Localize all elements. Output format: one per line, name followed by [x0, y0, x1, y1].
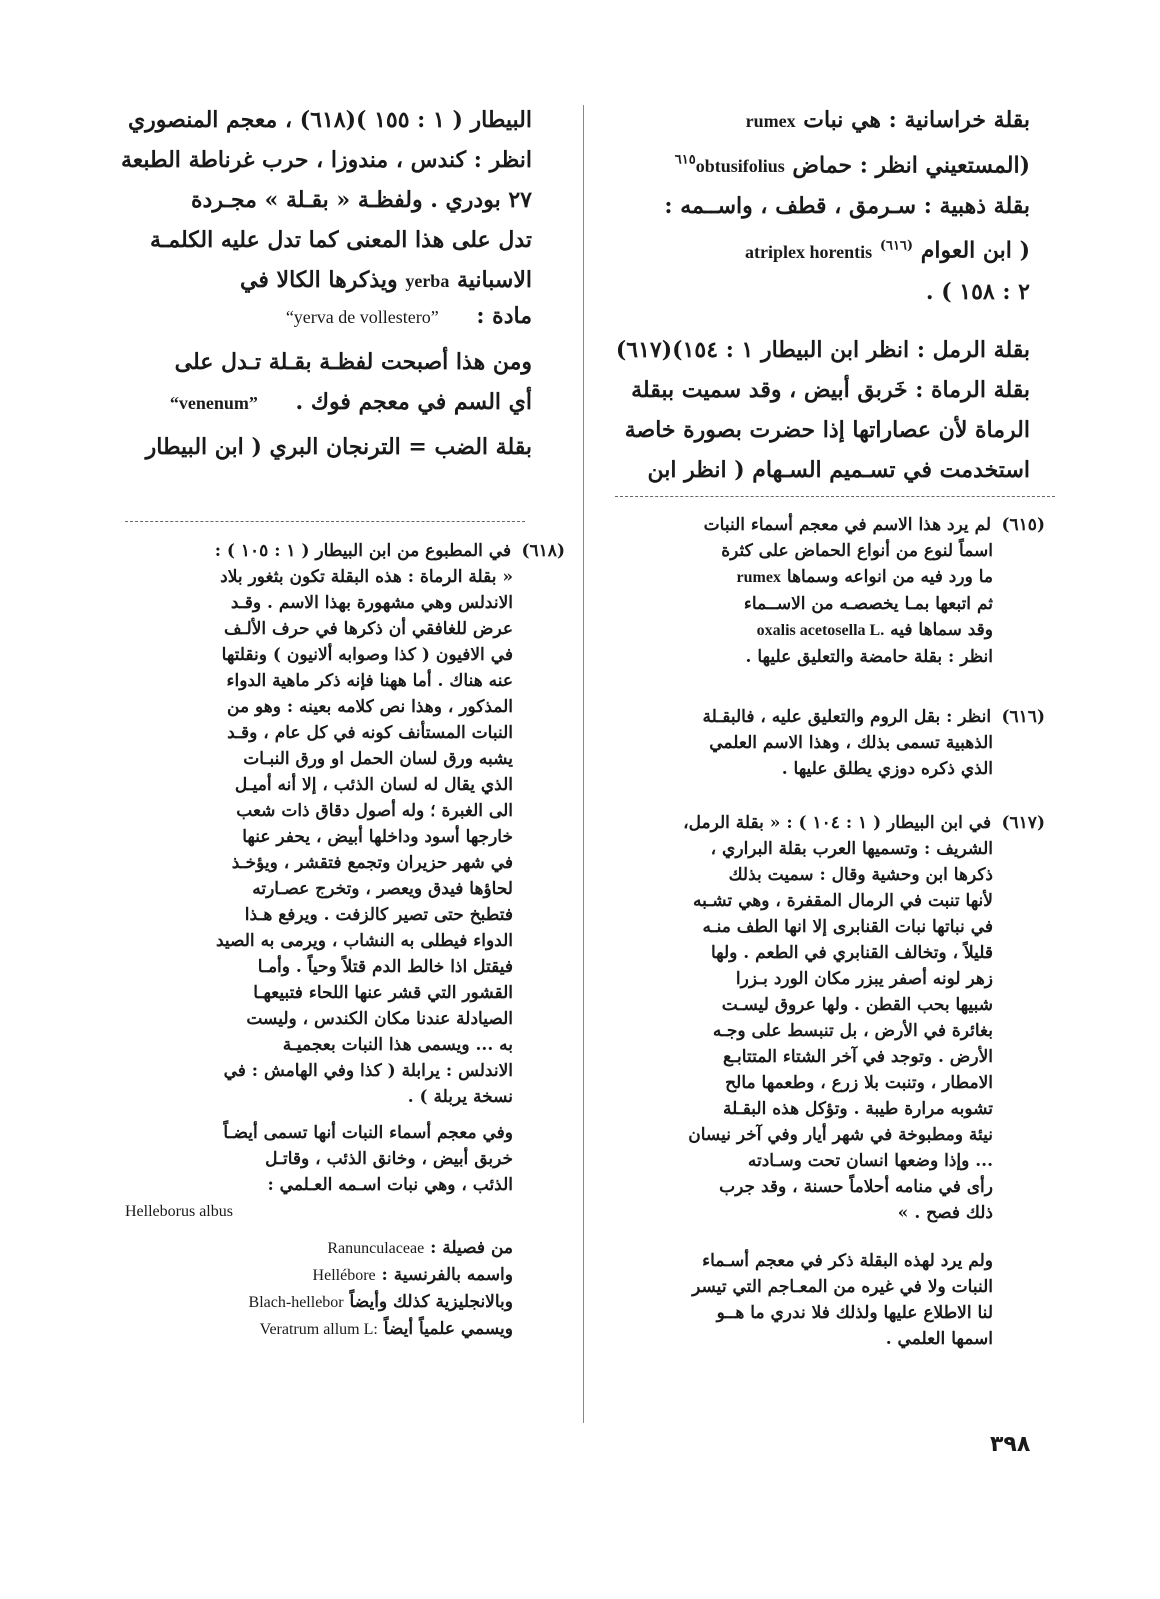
footnote-text: اسمها العلمي . [885, 1329, 993, 1349]
footnote-text: انظر : بقل الروم والتعليق عليه ، فالبقـلة [702, 707, 992, 727]
footnote-text: الذي يقال له لسان الذئب ، إلا أنه أميـل [234, 775, 513, 795]
footnote-text: في نباتها نبات القنابرى إلا انها الطف منـه [702, 917, 993, 937]
footnote-text: الدواء فيطلى به النشاب ، ويرمى به الصيد [215, 931, 513, 951]
footnote-text: ثم اتبعها بمـا يخصصـه من الاســماء [743, 594, 993, 614]
text-segment: ويذكرها الكالا في [240, 267, 398, 293]
footnote-text: الذي ذكره دوزي يطلق عليها . [781, 759, 993, 779]
latin-term: oxalis acetosella L. [756, 622, 885, 639]
footnote-618 [125, 538, 565, 1343]
text-line [615, 141, 1030, 186]
footnote-text: قليلاً ، وتخالف القنابري في الطعم . ولها [710, 943, 993, 963]
footnote-text: الامطار ، وتنبت بلا زرع ، وطعمها مالح [725, 1073, 993, 1093]
footnote-text: في المطبوع من ابن البيطار ( ١ : ١٠٥ ) : [214, 541, 512, 561]
footnote-text: به ... ويسمى هذا النبات بعجميـة [282, 1035, 513, 1055]
latin-term: Veratrum allum L: [259, 1321, 378, 1338]
footnote-text: « بقلة الرماة : هذه البقلة تكون بثغور بلاد [220, 567, 513, 587]
footnote-text: لنا الاطلاع عليها ولذلك فلا ندري ما هــو [716, 1303, 993, 1323]
footnote-text: لم يرد هذا الاسم في معجم أسماء النبات [703, 515, 992, 535]
footnote-text: شبيها بحب القطن . ولها عروق ليسـت [721, 995, 993, 1015]
footnote-text: بغائرة في الأرض ، بل تنبسط على وجـه [712, 1021, 993, 1041]
footnote-divider [125, 521, 525, 522]
text-line: ٢ : ١٥٨ ) . [925, 278, 1030, 305]
footnote-text: خربق أبيض ، وخانق الذئب ، وقاتـل [265, 1149, 513, 1169]
footnote-text: النبات المستأنف كونه في كل عام ، وقـد [227, 723, 513, 743]
footnote-number: (٦١٥) [1001, 515, 1045, 535]
text-line: استخدمت في تسـميم السـهام ( انظر ابن [647, 456, 1030, 483]
footnote-text [125, 1198, 565, 1225]
footnote-text: الى الغبرة ؛ وله أصول دقاق ذات شعب [236, 801, 513, 821]
footnote-text: الصيادلة عندنا مكان الكندس ، وليست [246, 1009, 513, 1029]
footnote-615 [605, 512, 1045, 670]
footnote-text: عنه هناك . أما ههنا فإنه ذكر ماهية الدواء [226, 671, 513, 691]
latin-with-ref [705, 238, 913, 264]
footnote-text: الأرض . وتوجد في آخر الشتاء المتتابـع [723, 1047, 993, 1067]
latin-term: “yerva de vollestero” [285, 307, 439, 327]
footnote-text: فتطبخ حتى تصير كالزفت . ويرفع هـذا [244, 905, 513, 925]
latin-term: rumex [736, 569, 781, 586]
footnote-text: ... وإذا وضعها انسان تحت وسـادته [747, 1151, 993, 1171]
footnote-text [125, 1262, 565, 1289]
footnote-text: خارجها أسود وداخلها أبيض ، يحفر عنها [242, 827, 513, 847]
text-line [615, 226, 1030, 271]
latin-term: Hellébore [312, 1267, 376, 1284]
spacer [125, 1110, 565, 1120]
footnote-text: لحاؤها فيدق ويعصر ، وتخرج عصـارته [252, 879, 513, 899]
footnote-text: وبالانجليزية كذلك وأيضاً [349, 1292, 513, 1312]
footnote-number: (٦١٧) [1001, 813, 1045, 833]
column-rule [583, 105, 584, 1423]
left-column [100, 100, 532, 467]
footnote-text: الذئب ، وهي نبات اسـمه العـلمي : [267, 1175, 513, 1195]
footnote-text [125, 1316, 565, 1343]
footnote-text: ذلك فصح . » [897, 1203, 993, 1223]
latin-term: Ranunculaceae [327, 1240, 425, 1257]
footnote-text: الاندلس : يرابلة ( كذا وفي الهامش : في [223, 1061, 513, 1081]
footnote-number: (٦١٨) [521, 541, 565, 561]
text-line [615, 100, 1030, 141]
right-column [615, 100, 1030, 490]
footnote-text: النبات ولا في غيره من المعـاجم التي تيسر [692, 1277, 993, 1297]
footnote-616 [605, 704, 1045, 782]
spacer [100, 332, 532, 342]
footnote-text: رأى في منامه أحلاماً حسنة ، وقد جرب [719, 1177, 993, 1197]
latin-term: Helleborus albus [125, 1203, 233, 1220]
spacer [125, 1225, 565, 1235]
footnote-text: عرض للغافقي أن ذكرها في حرف الألـف [223, 619, 513, 639]
footnote-ref: (٦١٦) [879, 238, 914, 254]
text-line [100, 301, 532, 332]
footnote-text: فيقتل اذا خالط الدم قتلاً وحياً . وأمـا [257, 957, 513, 977]
spacer [605, 1226, 1045, 1248]
footnote-text: واسمه بالفرنسية : [381, 1265, 513, 1285]
footnote-text: الشريف : وتسميها العرب بقلة البراري ، [710, 839, 993, 859]
text-line [100, 260, 532, 301]
text-line: البيطار ( ١ : ١٥٥ )(٦١٨) ، معجم المنصوري [127, 107, 532, 133]
latin-term: yerba [405, 271, 450, 291]
text-line: بقلة الضب = الترنجان البري ( ابن البيطار [145, 434, 532, 460]
page-number: ٣٩٨ [990, 1432, 1031, 1457]
footnote-text: تشوبه مرارة طيبة . وتؤكل هذه البقـلة [722, 1099, 993, 1119]
footnote-text: الذهبية تسمى بذلك ، وهذا الاسم العلمي [709, 733, 993, 753]
latin-term: “venenum” [169, 393, 258, 413]
footnote-divider [615, 496, 1055, 497]
footnote-text [125, 1235, 565, 1262]
footnote-text: في ابن البيطار ( ١ : ١٠٤ ) : « بقلة الرمل، [683, 813, 992, 833]
text-line: بقلة الرماة : خَربق أبيض ، وقد سميت ببقلة [631, 376, 1030, 403]
footnote-text: انظر : بقلة حامضة والتعليق عليها . [745, 647, 993, 667]
latin-term: atriplex horentis [744, 241, 873, 262]
text-segment: (المستعيني انظر : حماض [792, 152, 1030, 179]
footnote-text: وقد سماها فيه [890, 620, 993, 640]
text-segment: الاسبانية [457, 267, 532, 293]
footnote-text: المذكور ، وهذا نص كلامه بعينه : وهو من [227, 697, 513, 717]
footnote-text: في الافيون ( كذا وصوابه ألانيون ) ونقلتها [221, 645, 513, 665]
footnote-text: ما ورد فيه من انواعه وسماها [786, 567, 993, 587]
text-line: ٢٧ بودري . ولفظـة « بقـلة » مجـردة [191, 187, 532, 213]
latin-term: rumex [745, 111, 796, 131]
footnote-617 [605, 810, 1045, 1352]
text-line: بقلة ذهبية : سـرمق ، قطف ، واســمه : [664, 193, 1030, 220]
footnote-text: ذكرها ابن وحشية وقال : سميت بذلك [728, 865, 993, 885]
footnote-text: زهر لونه أصفر يبزر مكان الورد بـزرا [735, 969, 993, 989]
footnote-number: (٦١٦) [1001, 707, 1045, 727]
footnote-text [605, 617, 1045, 644]
footnote-text: وفي معجم أسماء النبات أنها تسمى أيضـاً [223, 1123, 513, 1143]
footnote-text: اسماً لنوع من أنواع الحماض على كثرة [721, 541, 993, 561]
footnote-text: نسخة يربلة ) . [407, 1087, 513, 1107]
footnote-text [125, 1289, 565, 1316]
text-segment: ( ابن العوام [920, 237, 1030, 264]
footnote-text: من فصيلة : [430, 1238, 513, 1258]
footnote-text [605, 564, 1045, 591]
latin-with-ref [675, 152, 785, 178]
footnote-text: يشبه ورق لسان الحمل او ورق النبـات [243, 749, 513, 769]
footnote-text: ولم يرد لهذه البقلة ذكر في معجم أسـماء [702, 1251, 993, 1271]
text-segment: مادة : [476, 303, 532, 329]
text-line: بقلة الرمل : انظر ابن البيطار ١ : ١٥٤)(٦١٧) [615, 336, 1030, 363]
text-line: تدل على هذا المعنى كما تدل عليه الكلمـة [149, 227, 532, 253]
footnote-text: ويسمي علمياً أيضاً [383, 1319, 513, 1339]
footnote-text: نيئة ومطبوخة في شهر أيار وفي آخر نيسان [688, 1125, 993, 1145]
text-segment: بقلة خراسانية : هي نبات [803, 107, 1030, 133]
text-segment: أي السم في معجم فوك . [295, 389, 532, 415]
footnote-text: في شهر حزيران وتجمع فتقشر ، ويؤخـذ [231, 853, 513, 873]
footnote-text: لأنها تنبت في الرمال المقفرة ، وهي تشـبه [693, 891, 993, 911]
spacer [615, 312, 1030, 330]
text-line [100, 382, 532, 423]
latin-term: obtusifolius [695, 156, 785, 177]
text-line: انظر : كندس ، مندوزا ، حرب غرناطة الطبعة [121, 147, 532, 173]
footnote-text: القشور التي قشر عنها اللحاء فتبيعهـا [253, 983, 513, 1003]
footnote-ref: ٦١٥ [674, 153, 696, 168]
footnote-text: الاندلس وهي مشهورة بهذا الاسم . وقـد [230, 593, 513, 613]
text-line: الرماة لأن عصاراتها إذا حضرت بصورة خاصة [624, 416, 1030, 443]
text-line: ومن هذا أصبحت لفظـة بقـلة تـدل على [174, 349, 532, 375]
latin-term: Blach-hellebor [248, 1294, 344, 1311]
